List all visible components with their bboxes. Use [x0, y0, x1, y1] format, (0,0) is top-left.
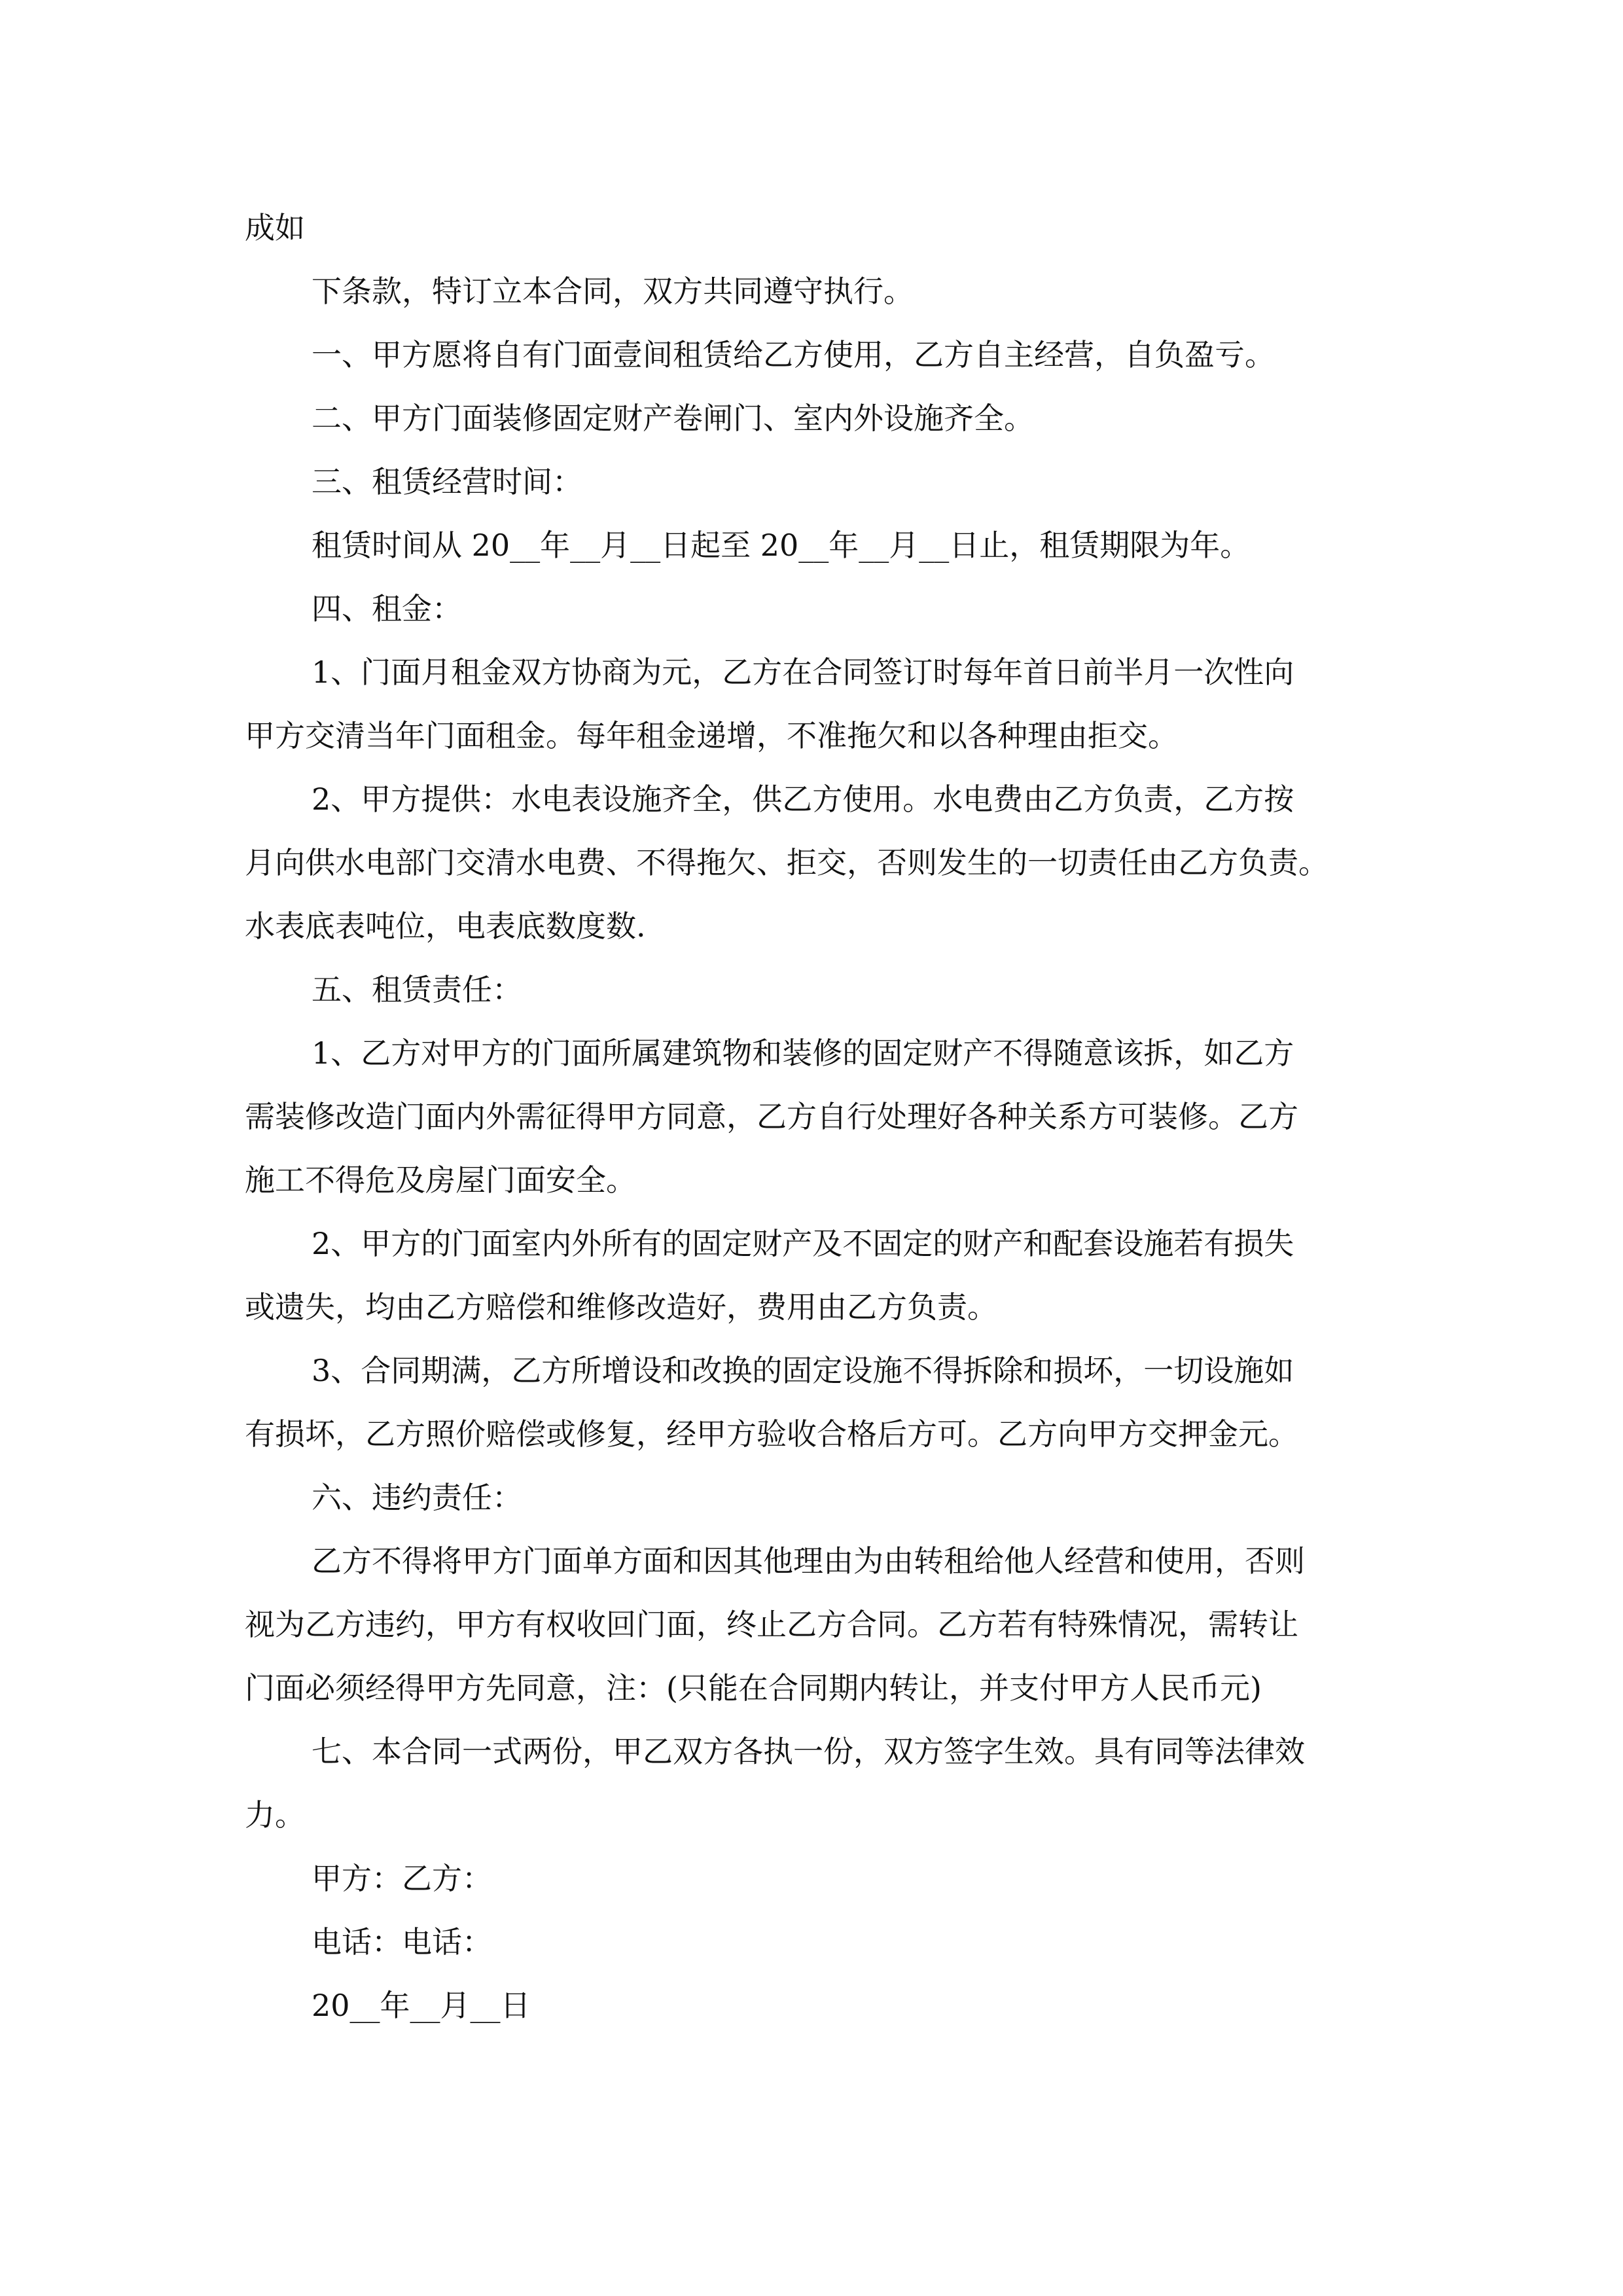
- clause-2: 二、甲方门面装修固定财产卷闸门、室内外设施齐全。: [312, 401, 1034, 436]
- text-line: 乙方不得将甲方门面单方面和因其他理由为由转租给他人经营和使用，否则: [312, 1543, 1305, 1579]
- lease-period-line: 租赁时间从 20__年__月__日起至 20__年__月__日止，租赁期限为年。: [312, 528, 1251, 563]
- text-line: 2、甲方提供：水电表设施齐全，供乙方使用。水电费由乙方负责，乙方按: [312, 781, 1294, 817]
- clause-6-heading: 六、违约责任：: [312, 1480, 522, 1515]
- text-line: 2、甲方的门面室内外所有的固定财产及不固定的财产和配套设施若有损失: [312, 1226, 1294, 1261]
- text-line: 甲方交清当年门面租金。每年租金递增，不准拖欠和以各种理由拒交。: [245, 718, 1178, 753]
- text-line: 下条款，特订立本合同，双方共同遵守执行。: [312, 274, 914, 309]
- contract-body: [245, 196, 1397, 2037]
- text-line: 1、门面月租金双方协商为元，乙方在合同签订时每年首日前半月一次性向: [312, 655, 1294, 690]
- text-line: 月向供水电部门交清水电费、不得拖欠、拒交，否则发生的一切责任由乙方负责。: [245, 845, 1329, 880]
- text-line: 成如: [245, 210, 305, 245]
- text-line: 或遗失，均由乙方赔偿和维修改造好，费用由乙方负责。: [245, 1289, 997, 1325]
- signature-phones: 电话：电话：: [312, 1924, 492, 1960]
- clause-7: 七、本合同一式两份，甲乙双方各执一份，双方签字生效。具有同等法律效: [312, 1734, 1305, 1769]
- clause-5-heading: 五、租赁责任：: [312, 972, 522, 1007]
- text-line: 力。: [245, 1797, 305, 1833]
- clause-1: 一、甲方愿将自有门面壹间租赁给乙方使用，乙方自主经营，自负盈亏。: [312, 337, 1275, 372]
- signature-date: 20__年__月__日: [312, 1988, 531, 2023]
- text-line: 需装修改造门面内外需征得甲方同意，乙方自行处理好各种关系方可装修。乙方: [245, 1099, 1298, 1134]
- text-line: 水表底表吨位，电表底数度数.: [245, 908, 646, 944]
- text-line: 1、乙方对甲方的门面所属建筑物和装修的固定财产不得随意该拆，如乙方: [312, 1035, 1294, 1071]
- text-line: 3、合同期满，乙方所增设和改换的固定设施不得拆除和损坏，一切设施如: [312, 1353, 1294, 1388]
- text-line: 视为乙方违约，甲方有权收回门面，终止乙方合同。乙方若有特殊情况，需转让: [245, 1607, 1298, 1642]
- clause-3-heading: 三、租赁经营时间：: [312, 464, 582, 499]
- text-line: 施工不得危及房屋门面安全。: [245, 1162, 636, 1198]
- signature-parties: 甲方：乙方：: [312, 1861, 492, 1896]
- clause-4-heading: 四、租金：: [312, 591, 462, 626]
- text-line: 有损坏，乙方照价赔偿或修复，经甲方验收合格后方可。乙方向甲方交押金元。: [245, 1416, 1298, 1452]
- text-line: 门面必须经得甲方先同意，注：(只能在合同期内转让，并支付甲方人民币元): [245, 1670, 1262, 1706]
